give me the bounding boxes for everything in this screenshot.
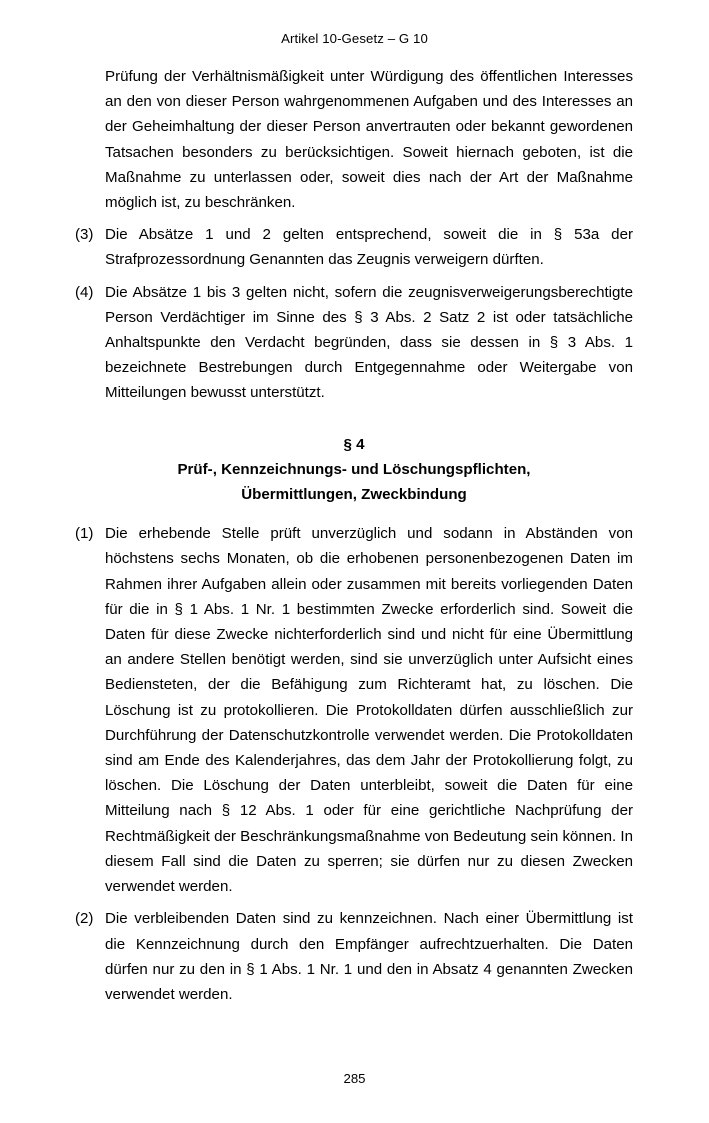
paragraph-2 bbox=[75, 906, 633, 1007]
paragraph-marker: (4) bbox=[75, 283, 94, 301]
paragraph-text: Prüfung der Verhältnismäßigkeit unter Würdigung des öffentlichen Interesses an den von dieser Person wahrgenommenen Aufgaben und des Interesses an der Geheimhaltung der dieser Person anvertrauten oder bekannt gewordenen Tatsachen besonders zu berücksichtigen. Soweit hiernach geboten, ist die Maßnahme zu unterlassen oder, soweit dies nach der Art der Maßnahme möglich ist, zu beschränken. bbox=[105, 68, 633, 212]
paragraph-marker: (2) bbox=[75, 910, 94, 928]
paragraph-text: Die verbleibenden Daten sind zu kennzeichnen. Nach einer Übermittlung ist die Kennzeichnung durch den Empfänger aufrechtzuerhalten. Die Daten dürfen nur zu den in § 1 Abs. 1 Nr. 1 und den in Absatz 4 genannten Zwecken verwendet werden. bbox=[105, 910, 633, 1003]
paragraph-marker: (3) bbox=[75, 226, 94, 244]
paragraph-4 bbox=[75, 280, 633, 406]
paragraph-text: Die erhebende Stelle prüft unverzüglich und sodann in Abständen von höchstens sechs Monaten, ob die erhobenen personenbezogenen Daten im Rahmen ihrer Aufgaben allein oder zusammen mit bereits vorliegenden Daten für die in § 1 Abs. 1 Nr. 1 bestimmten Zwecke erforderlich sind. Soweit die Daten für diese Zwecke nichterforderlich sind und nicht für eine Übermittlung an andere Stellen benötigt werden, sind sie unverzüglich unter Aufsicht eines Bediensteten, der die Befähigung zum Richteramt hat, zu löschen. Die Löschung ist zu protokollieren. Die Protokolldaten dürfen ausschließlich zur Durchführung der Datenschutzkontrolle verwendet werden. Die Protokolldaten sind am Ende des Kalenderjahres, das dem Jahr der Protokollierung folgt, zu löschen. Die Löschung der Daten unterbleibt, soweit die Daten für eine Mitteilung nach § 12 Abs. 1 oder für eine gerichtliche Nachprüfung der Rechtmäßigkeit der Beschränkungsmaßnahme von Bedeutung sein können. In diesem Fall sind die Daten zu sperren; sie dürfen nur zu diesen Zwecken verwendet werden. bbox=[105, 525, 633, 896]
paragraph-3 bbox=[75, 222, 633, 272]
paragraph-1 bbox=[75, 521, 633, 899]
running-head: Artikel 10-Gesetz – G 10 bbox=[281, 31, 428, 46]
section-title-line-1: Prüf-, Kennzeichnungs- und Löschungspflichten, bbox=[177, 460, 531, 478]
paragraph-text: Die Absätze 1 bis 3 gelten nicht, sofern die zeugnisverweigerungsberechtigte Person Verdächtiger im Sinne des § 3 Abs. 2 Satz 2 ist oder tatsächliche Anhaltspunkte den Verdacht begründen, dass sie dessen in § 3 Abs. 1 bezeichnete Bestrebungen durch Entgegennahme oder Weitergabe von Mitteilungen bewusst unterstützt. bbox=[105, 283, 633, 402]
paragraph-marker: (1) bbox=[75, 525, 94, 543]
section-title-line-2: Übermittlungen, Zweckbindung bbox=[241, 486, 467, 504]
section-heading bbox=[75, 432, 633, 508]
page-number: 285 bbox=[343, 1071, 366, 1086]
section-number: § 4 bbox=[343, 435, 365, 453]
paragraph-text: Die Absätze 1 und 2 gelten entsprechend, soweit die in § 53a der Strafprozessordnung Genannten das Zeugnis verweigern dürften. bbox=[105, 226, 633, 269]
paragraph-continuation bbox=[75, 64, 633, 215]
text-column bbox=[75, 64, 633, 1007]
